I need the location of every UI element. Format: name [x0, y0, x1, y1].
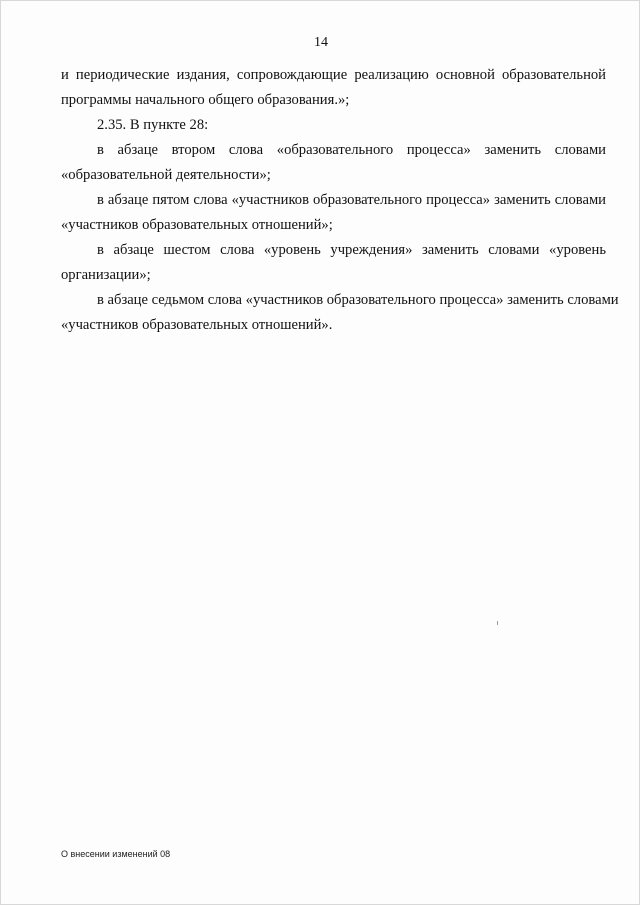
text-line: 2.35. В пункте 28: — [97, 117, 209, 133]
text-line: и периодические издания, сопровождающие реализацию основной образовательной — [61, 67, 606, 83]
document-body — [61, 63, 619, 338]
text-line: в абзаце шестом слова «уровень учреждения» заменить словами «уровень — [97, 242, 606, 258]
text-line: «участников образовательных отношений»; — [61, 217, 333, 233]
page-number: 14 — [314, 35, 328, 50]
text-line: «образовательной деятельности»; — [61, 167, 271, 183]
text-line: программы начального общего образования.»; — [61, 92, 350, 108]
text-line: «участников образовательных отношений». — [61, 317, 333, 333]
text-line: организации»; — [61, 267, 151, 283]
scan-speck — [497, 621, 498, 625]
footer-note: О внесении изменений 08 — [61, 849, 171, 859]
text-line: в абзаце втором слова «образовательного процесса» заменить словами — [97, 142, 606, 158]
text-line: в абзаце седьмом слова «участников образовательного процесса» заменить словами — [97, 292, 619, 308]
text-line: в абзаце пятом слова «участников образовательного процесса» заменить словами — [97, 192, 606, 208]
paragraph — [61, 63, 606, 113]
paragraph — [61, 138, 606, 188]
paragraph — [61, 188, 606, 238]
paragraph — [61, 288, 619, 338]
paragraph — [61, 113, 606, 138]
paragraph — [61, 238, 606, 288]
